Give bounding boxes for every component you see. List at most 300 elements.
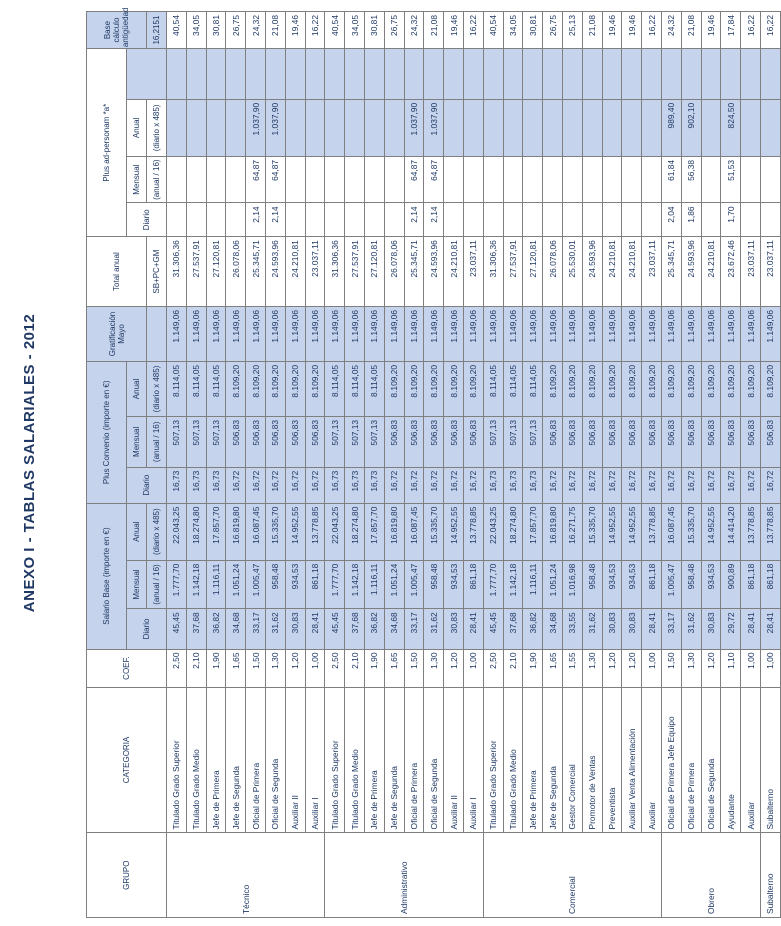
pc-anual-cell: 8.114,05	[206, 361, 226, 416]
pap-mensual-cell	[741, 156, 761, 203]
pap-blank-cell	[523, 49, 543, 100]
base-calculo-cell: 30,81	[206, 12, 226, 49]
base-calculo-cell: 19,46	[285, 12, 305, 49]
total-anual-cell: 31.306,36	[483, 237, 503, 307]
gratificacion-cell: 1.149,06	[265, 307, 285, 362]
gratificacion-cell: 1.149,06	[325, 307, 345, 362]
coef-cell: 1,20	[622, 649, 642, 687]
base-calculo-cell: 19,46	[622, 12, 642, 49]
table-row	[285, 12, 305, 918]
pap-diario-cell	[741, 203, 761, 237]
sb-mensual-cell: 1.116,11	[206, 560, 226, 609]
total-anual-cell: 27.120,81	[523, 237, 543, 307]
pap-anual-cell: 902,10	[681, 99, 701, 156]
table-row	[721, 12, 741, 918]
header-pap-diario485: (diario x 485)	[147, 99, 167, 156]
pc-diario-cell: 16,73	[325, 467, 345, 503]
pap-anual-cell: 1.037,90	[265, 99, 285, 156]
pc-mensual-cell: 506,83	[265, 416, 285, 467]
pc-mensual-cell: 506,83	[246, 416, 266, 467]
category-cell: Oficial de Segunda	[424, 687, 444, 833]
sb-anual-cell: 16.271,75	[562, 503, 582, 560]
base-calculo-cell: 17,84	[721, 12, 741, 49]
pap-mensual-cell	[602, 156, 622, 203]
pap-mensual-cell	[642, 156, 662, 203]
header-sb-pc-gm: SB+PC+GM	[147, 237, 167, 307]
pc-mensual-cell: 506,83	[661, 416, 681, 467]
pap-diario-cell	[167, 203, 187, 237]
sb-anual-cell: 14.952,55	[701, 503, 721, 560]
gratificacion-cell: 1.149,06	[364, 307, 384, 362]
sb-mensual-cell: 958,48	[582, 560, 602, 609]
header-pc-diario: Diario	[127, 467, 167, 503]
sb-anual-cell: 15.335,70	[424, 503, 444, 560]
salary-table-container	[86, 7, 776, 918]
sb-anual-cell: 16.819,80	[226, 503, 246, 560]
pap-blank-cell	[622, 49, 642, 100]
sb-anual-cell: 22.043,25	[325, 503, 345, 560]
sb-mensual-cell: 1.005,47	[404, 560, 424, 609]
pc-diario-cell: 16,73	[503, 467, 523, 503]
header-total-anual: Total anual	[87, 237, 147, 307]
pc-diario-cell: 16,72	[681, 467, 701, 503]
category-cell: Auxiliar	[741, 687, 761, 833]
sb-diario-cell: 37,68	[186, 609, 206, 649]
pap-anual-cell: 1.037,90	[424, 99, 444, 156]
pap-mensual-cell	[305, 156, 325, 203]
table-row	[345, 12, 365, 918]
pc-anual-cell: 8.109,20	[444, 361, 464, 416]
sb-diario-cell: 36,82	[364, 609, 384, 649]
gratificacion-cell: 1.149,06	[721, 307, 741, 362]
pc-anual-cell: 8.114,05	[167, 361, 187, 416]
pap-anual-cell	[186, 99, 206, 156]
pap-blank-cell	[661, 49, 681, 100]
pap-anual-cell	[602, 99, 622, 156]
pap-diario-cell: 1,86	[681, 203, 701, 237]
sb-diario-cell: 37,68	[345, 609, 365, 649]
gratificacion-cell: 1.149,06	[543, 307, 563, 362]
gratificacion-cell: 1.149,06	[285, 307, 305, 362]
total-anual-cell: 24.593,96	[582, 237, 602, 307]
pap-anual-cell	[384, 99, 404, 156]
header-sb-diario: Diario	[127, 609, 167, 649]
pap-blank-cell	[503, 49, 523, 100]
pap-blank-cell	[325, 49, 345, 100]
pap-anual-cell	[226, 99, 246, 156]
category-cell: Jefe de Primera	[364, 687, 384, 833]
base-calculo-cell: 21,08	[582, 12, 602, 49]
pap-anual-cell	[325, 99, 345, 156]
gratificacion-cell: 1.149,06	[404, 307, 424, 362]
pap-anual-cell: 1.037,90	[246, 99, 266, 156]
coef-cell: 2,10	[503, 649, 523, 687]
base-calculo-cell: 30,81	[364, 12, 384, 49]
pc-mensual-cell: 506,83	[384, 416, 404, 467]
category-cell: Promotor de Ventas	[582, 687, 602, 833]
base-calculo-cell: 21,08	[681, 12, 701, 49]
pap-blank-cell	[760, 49, 780, 100]
pap-mensual-cell	[483, 156, 503, 203]
gratificacion-cell: 1.149,06	[760, 307, 780, 362]
pap-diario-cell	[701, 203, 721, 237]
pc-anual-cell: 8.114,05	[186, 361, 206, 416]
pap-mensual-cell	[345, 156, 365, 203]
header-base-calculo: Base cálculo antigüedad	[87, 12, 147, 49]
total-anual-cell: 27.120,81	[364, 237, 384, 307]
coef-cell: 1,30	[582, 649, 602, 687]
salary-table	[86, 7, 781, 918]
pap-mensual-cell	[582, 156, 602, 203]
pc-mensual-cell: 507,13	[503, 416, 523, 467]
sb-diario-cell: 31,62	[424, 609, 444, 649]
pc-mensual-cell: 506,83	[721, 416, 741, 467]
gratificacion-cell: 1.149,06	[562, 307, 582, 362]
pap-anual-cell: 824,50	[721, 99, 741, 156]
pap-diario-cell	[186, 203, 206, 237]
header-pap-anual16: (anual / 16)	[147, 156, 167, 203]
pap-blank-cell	[642, 49, 662, 100]
pap-blank-cell	[562, 49, 582, 100]
pc-diario-cell: 16,72	[622, 467, 642, 503]
coef-cell: 1,00	[741, 649, 761, 687]
coef-cell: 1,20	[602, 649, 622, 687]
table-row	[681, 12, 701, 918]
pc-mensual-cell: 507,13	[483, 416, 503, 467]
sb-mensual-cell: 1.142,18	[345, 560, 365, 609]
category-cell: Oficial de Primera	[404, 687, 424, 833]
pc-diario-cell: 16,73	[345, 467, 365, 503]
base-calculo-cell: 34,05	[503, 12, 523, 49]
header-pc-anual: Anual	[127, 361, 147, 416]
pc-diario-cell: 16,72	[543, 467, 563, 503]
sb-diario-cell: 31,62	[582, 609, 602, 649]
sb-anual-cell: 16.087,45	[404, 503, 424, 560]
pc-anual-cell: 8.109,20	[701, 361, 721, 416]
pc-anual-cell: 8.109,20	[404, 361, 424, 416]
sb-anual-cell: 13.778,85	[463, 503, 483, 560]
pc-diario-cell: 16,73	[167, 467, 187, 503]
header-base-value: 16,2151	[147, 12, 167, 49]
pap-blank-cell	[404, 49, 424, 100]
table-row	[483, 12, 503, 918]
pap-anual-cell	[622, 99, 642, 156]
pap-anual-cell	[483, 99, 503, 156]
pap-blank-cell	[681, 49, 701, 100]
coef-cell: 1,55	[562, 649, 582, 687]
pc-mensual-cell: 506,83	[681, 416, 701, 467]
base-calculo-cell: 16,22	[305, 12, 325, 49]
pc-mensual-cell: 506,83	[463, 416, 483, 467]
sb-diario-cell: 30,83	[622, 609, 642, 649]
pap-blank-cell	[463, 49, 483, 100]
header-plus-ad-personam: Plus ad-personam *a*	[87, 49, 127, 237]
base-calculo-cell: 16,22	[642, 12, 662, 49]
sb-diario-cell: 30,83	[701, 609, 721, 649]
pap-mensual-cell	[285, 156, 305, 203]
sb-mensual-cell: 861,18	[305, 560, 325, 609]
gratificacion-cell: 1.149,06	[741, 307, 761, 362]
base-calculo-cell: 40,54	[325, 12, 345, 49]
sb-mensual-cell: 1.116,11	[523, 560, 543, 609]
sb-diario-cell: 29,72	[721, 609, 741, 649]
sb-diario-cell: 28,41	[642, 609, 662, 649]
pap-mensual-cell	[384, 156, 404, 203]
pap-mensual-cell	[701, 156, 721, 203]
total-anual-cell: 23.037,11	[642, 237, 662, 307]
pap-blank-cell	[543, 49, 563, 100]
category-cell: Titulado Grado Superior	[325, 687, 345, 833]
total-anual-cell: 23.037,11	[741, 237, 761, 307]
coef-cell: 1,50	[246, 649, 266, 687]
pc-anual-cell: 8.114,05	[483, 361, 503, 416]
group-name: Obrero	[661, 833, 760, 918]
pap-diario-cell	[642, 203, 662, 237]
table-row	[701, 12, 721, 918]
sb-mensual-cell: 1.005,47	[661, 560, 681, 609]
gratificacion-cell: 1.149,06	[226, 307, 246, 362]
pc-anual-cell: 8.109,20	[384, 361, 404, 416]
pap-anual-cell	[562, 99, 582, 156]
pc-anual-cell: 8.109,20	[602, 361, 622, 416]
base-calculo-cell: 40,54	[167, 12, 187, 49]
sb-anual-cell: 15.335,70	[681, 503, 701, 560]
sb-mensual-cell: 900,89	[721, 560, 741, 609]
total-anual-cell: 27.537,91	[503, 237, 523, 307]
pc-diario-cell: 16,73	[364, 467, 384, 503]
category-cell: Subalterno	[760, 687, 780, 833]
pc-mensual-cell: 507,13	[364, 416, 384, 467]
coef-cell: 2,50	[325, 649, 345, 687]
total-anual-cell: 27.537,91	[186, 237, 206, 307]
sb-anual-cell: 13.778,85	[741, 503, 761, 560]
pap-blank-cell	[206, 49, 226, 100]
pap-diario-cell	[345, 203, 365, 237]
category-cell: Jefe de Segunda	[543, 687, 563, 833]
sb-diario-cell: 45,45	[167, 609, 187, 649]
table-row	[642, 12, 662, 918]
base-calculo-cell: 24,32	[246, 12, 266, 49]
coef-cell: 1,65	[226, 649, 246, 687]
pap-mensual-cell	[523, 156, 543, 203]
coef-cell: 1,90	[364, 649, 384, 687]
sb-mensual-cell: 1.142,18	[503, 560, 523, 609]
sb-mensual-cell: 958,48	[424, 560, 444, 609]
sb-mensual-cell: 1.777,70	[167, 560, 187, 609]
sb-mensual-cell: 934,53	[602, 560, 622, 609]
table-row	[206, 12, 226, 918]
table-row	[760, 12, 780, 918]
pap-mensual-cell	[325, 156, 345, 203]
gratificacion-cell: 1.149,06	[463, 307, 483, 362]
pc-mensual-cell: 506,83	[444, 416, 464, 467]
pc-anual-cell: 8.114,05	[325, 361, 345, 416]
total-anual-cell: 24.593,96	[424, 237, 444, 307]
pap-mensual-cell	[543, 156, 563, 203]
pap-mensual-cell	[364, 156, 384, 203]
pc-anual-cell: 8.114,05	[503, 361, 523, 416]
pap-mensual-cell	[226, 156, 246, 203]
pc-anual-cell: 8.109,20	[543, 361, 563, 416]
category-cell: Preventista	[602, 687, 622, 833]
category-cell: Jefe de Segunda	[226, 687, 246, 833]
pap-blank-cell	[721, 49, 741, 100]
coef-cell: 1,00	[760, 649, 780, 687]
header-gratificacion: Gratificación Mayo	[87, 307, 147, 362]
pap-blank-cell	[444, 49, 464, 100]
gratificacion-cell: 1.149,06	[186, 307, 206, 362]
total-anual-cell: 24.593,96	[681, 237, 701, 307]
pc-diario-cell: 16,72	[246, 467, 266, 503]
pap-mensual-cell: 51,53	[721, 156, 741, 203]
base-calculo-cell: 21,08	[265, 12, 285, 49]
pc-mensual-cell: 506,83	[404, 416, 424, 467]
coef-cell: 1,65	[543, 649, 563, 687]
pap-diario-cell	[602, 203, 622, 237]
pap-mensual-cell: 64,87	[246, 156, 266, 203]
table-row	[741, 12, 761, 918]
sb-anual-cell: 14.414,20	[721, 503, 741, 560]
pc-mensual-cell: 507,13	[186, 416, 206, 467]
gratificacion-cell: 1.149,06	[305, 307, 325, 362]
sb-mensual-cell: 934,53	[285, 560, 305, 609]
pc-anual-cell: 8.114,05	[364, 361, 384, 416]
pap-diario-cell	[582, 203, 602, 237]
group-name: Subalterno	[760, 833, 780, 918]
sb-anual-cell: 13.778,85	[305, 503, 325, 560]
sb-diario-cell: 45,45	[325, 609, 345, 649]
pap-anual-cell: 989,40	[661, 99, 681, 156]
pc-diario-cell: 16,72	[226, 467, 246, 503]
gratificacion-cell: 1.149,06	[701, 307, 721, 362]
base-calculo-cell: 26,75	[543, 12, 563, 49]
total-anual-cell: 25.345,71	[661, 237, 681, 307]
pc-mensual-cell: 506,83	[285, 416, 305, 467]
sb-mensual-cell: 934,53	[701, 560, 721, 609]
sb-diario-cell: 31,62	[265, 609, 285, 649]
coef-cell: 2,10	[345, 649, 365, 687]
category-cell: Titulado Grado Medio	[186, 687, 206, 833]
pap-diario-cell	[543, 203, 563, 237]
sb-mensual-cell: 861,18	[642, 560, 662, 609]
total-anual-cell: 27.120,81	[206, 237, 226, 307]
pc-diario-cell: 16,72	[661, 467, 681, 503]
category-cell: Auxiliar Venta Alimentación	[622, 687, 642, 833]
sb-diario-cell: 28,41	[760, 609, 780, 649]
pc-anual-cell: 8.114,05	[345, 361, 365, 416]
category-cell: Titulado Grado Superior	[483, 687, 503, 833]
sb-mensual-cell: 1.777,70	[483, 560, 503, 609]
pap-blank-cell	[345, 49, 365, 100]
category-cell: Auxiliar	[642, 687, 662, 833]
pap-diario-cell: 1,70	[721, 203, 741, 237]
pap-blank-cell	[226, 49, 246, 100]
pap-blank-cell	[265, 49, 285, 100]
pap-diario-cell	[562, 203, 582, 237]
pc-diario-cell: 16,72	[582, 467, 602, 503]
pc-diario-cell: 16,72	[741, 467, 761, 503]
sb-anual-cell: 13.778,85	[642, 503, 662, 560]
pc-mensual-cell: 506,83	[602, 416, 622, 467]
total-anual-cell: 23.037,11	[760, 237, 780, 307]
pap-mensual-cell: 56,38	[681, 156, 701, 203]
pc-mensual-cell: 506,83	[760, 416, 780, 467]
header-coef: COEF.	[87, 649, 167, 687]
pc-diario-cell: 16,72	[305, 467, 325, 503]
total-anual-cell: 24.210,81	[444, 237, 464, 307]
gratificacion-cell: 1.149,06	[384, 307, 404, 362]
pc-anual-cell: 8.109,20	[424, 361, 444, 416]
total-anual-cell: 24.593,96	[265, 237, 285, 307]
gratificacion-cell: 1.149,06	[424, 307, 444, 362]
pap-anual-cell	[444, 99, 464, 156]
pc-diario-cell: 16,72	[384, 467, 404, 503]
pc-anual-cell: 8.109,20	[463, 361, 483, 416]
category-cell: Titulado Grado Medio	[503, 687, 523, 833]
pc-diario-cell: 16,72	[562, 467, 582, 503]
pap-anual-cell	[503, 99, 523, 156]
pap-blank-cell	[582, 49, 602, 100]
table-row	[424, 12, 444, 918]
table-row	[463, 12, 483, 918]
pap-diario-cell	[622, 203, 642, 237]
pc-diario-cell: 16,72	[444, 467, 464, 503]
pc-diario-cell: 16,73	[186, 467, 206, 503]
pc-mensual-cell: 506,83	[642, 416, 662, 467]
table-row	[226, 12, 246, 918]
table-row	[543, 12, 563, 918]
pc-anual-cell: 8.109,20	[246, 361, 266, 416]
total-anual-cell: 26.078,06	[543, 237, 563, 307]
pc-diario-cell: 16,72	[760, 467, 780, 503]
pap-diario-cell	[364, 203, 384, 237]
pap-anual-cell	[760, 99, 780, 156]
base-calculo-cell: 16,22	[760, 12, 780, 49]
coef-cell: 1,30	[265, 649, 285, 687]
coef-cell: 1,00	[642, 649, 662, 687]
pap-anual-cell	[345, 99, 365, 156]
header-grat-blank	[147, 307, 167, 362]
base-calculo-cell: 24,32	[661, 12, 681, 49]
sb-anual-cell: 17.857,70	[523, 503, 543, 560]
pap-diario-cell	[285, 203, 305, 237]
category-cell: Auxiliar II	[285, 687, 305, 833]
category-cell: Gestor Comercial	[562, 687, 582, 833]
pc-anual-cell: 8.109,20	[661, 361, 681, 416]
coef-cell: 1,00	[305, 649, 325, 687]
pap-blank-cell	[483, 49, 503, 100]
sb-diario-cell: 33,17	[246, 609, 266, 649]
sb-anual-cell: 16.819,80	[543, 503, 563, 560]
table-row	[523, 12, 543, 918]
total-anual-cell: 25.530,01	[562, 237, 582, 307]
header-pap-mensual: Mensual	[127, 156, 147, 203]
sb-mensual-cell: 1.016,98	[562, 560, 582, 609]
base-calculo-cell: 40,54	[483, 12, 503, 49]
pap-anual-cell	[167, 99, 187, 156]
pap-diario-cell	[384, 203, 404, 237]
pap-diario-cell	[523, 203, 543, 237]
sb-diario-cell: 36,82	[206, 609, 226, 649]
pc-anual-cell: 8.109,20	[265, 361, 285, 416]
header-pap-anual: Anual	[127, 99, 147, 156]
pap-blank-cell	[384, 49, 404, 100]
pc-mensual-cell: 507,13	[325, 416, 345, 467]
category-cell: Titulado Grado Medio	[345, 687, 365, 833]
sb-anual-cell: 13.778,85	[760, 503, 780, 560]
sb-mensual-cell: 1.051,24	[543, 560, 563, 609]
pap-mensual-cell: 64,87	[424, 156, 444, 203]
